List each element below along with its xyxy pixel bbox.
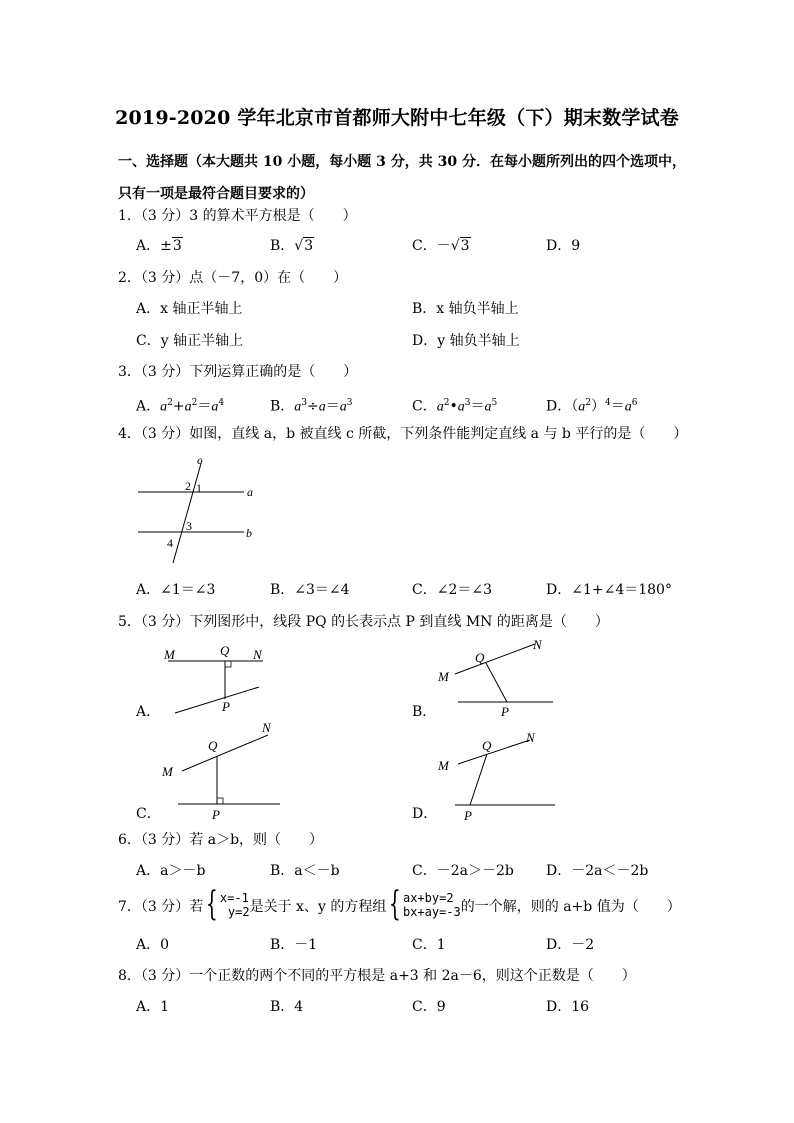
option-5a[interactable]: A． — [136, 704, 161, 720]
equation-system: ax+by=2 bx+ay=-3 — [402, 891, 461, 919]
option-2b[interactable]: B．x 轴负半轴上 — [412, 301, 519, 317]
option-3a[interactable]: A．$a^2+a^2=a^4$ — [136, 398, 225, 415]
option-8a[interactable]: A．1 — [136, 999, 170, 1015]
label-P: P — [501, 704, 509, 719]
label-N: N — [253, 647, 262, 662]
question-stem-post: 的一个解，则的 a+b 值为（ ） — [460, 899, 681, 915]
question-6 — [118, 830, 323, 850]
question-score: （3 分） — [140, 968, 190, 984]
label-4: 4 — [167, 536, 173, 550]
label-c: c — [197, 453, 203, 467]
question-number: 6． — [118, 832, 141, 848]
question-number: 8． — [118, 968, 141, 984]
question-stem: 3 的算术平方根是（ ） — [189, 208, 357, 224]
option-4d[interactable]: D．∠1+∠4＝180° — [546, 582, 672, 598]
option-3b[interactable]: B．$a^3\div a=a^3$ — [270, 398, 353, 415]
option-5c[interactable]: C． — [136, 806, 161, 822]
label-P: P — [464, 808, 472, 823]
label-b: b — [246, 526, 252, 540]
question-number: 4． — [118, 426, 141, 442]
label-Q: Q — [482, 738, 492, 753]
option-8d[interactable]: D．16 — [546, 999, 590, 1015]
question-2 — [118, 268, 347, 288]
option-1a[interactable]: A．±3 — [136, 238, 182, 254]
question-stem: 若 a＞b，则（ ） — [189, 832, 324, 848]
question-stem: 若 — [189, 899, 204, 915]
question-stem: 一个正数的两个不同的平方根是 a+3 和 2a－6，则这个正数是（ ） — [189, 968, 636, 984]
question-score: （3 分） — [140, 899, 190, 915]
option-2d[interactable]: D．y 轴负半轴上 — [412, 333, 520, 349]
brace-icon: { — [389, 884, 402, 924]
figure-5d — [434, 726, 564, 824]
label-2: 2 — [185, 479, 191, 493]
label-P: P — [212, 807, 220, 822]
question-score: （3 分） — [140, 426, 190, 442]
brace-icon: { — [206, 884, 219, 924]
option-7d[interactable]: D．－2 — [546, 937, 595, 953]
label-1: 1 — [196, 481, 202, 495]
option-6a[interactable]: A．a＞－b — [136, 863, 206, 879]
label-Q: Q — [208, 738, 218, 753]
option-6c[interactable]: C．－2a＞－2b — [412, 863, 514, 879]
option-6b[interactable]: B．a＜－b — [270, 863, 340, 879]
question-number: 2． — [118, 270, 141, 286]
figure-q4 — [130, 450, 270, 570]
question-score: （3 分） — [140, 208, 190, 224]
option-3d[interactable]: D．$(a^2)^4=a^6$ — [546, 398, 638, 415]
option-2a[interactable]: A．x 轴正半轴上 — [136, 301, 243, 317]
label-Q: Q — [475, 650, 485, 665]
label-M: M — [164, 647, 175, 662]
option-3c[interactable]: C．$a^2•a^3=a^5$ — [412, 398, 498, 415]
label-N: N — [526, 730, 535, 745]
question-number: 3． — [118, 364, 141, 380]
figure-5b — [430, 632, 560, 722]
figure-5a — [160, 640, 280, 720]
option-7b[interactable]: B．－1 — [270, 937, 318, 953]
page-title: 2019-2020 学年北京市首都师大附中七年级（下）期末数学试卷 — [115, 107, 679, 129]
label-a: a — [247, 485, 253, 499]
option-4b[interactable]: B．∠3＝∠4 — [270, 582, 350, 598]
solution-system: x=-1 y=2 — [219, 891, 250, 919]
question-score: （3 分） — [140, 364, 190, 380]
question-1 — [118, 206, 357, 226]
question-stem: 下列运算正确的是（ ） — [189, 364, 358, 380]
question-stem-mid: 是关于 x、y 的方程组 — [249, 899, 387, 915]
option-7c[interactable]: C．1 — [412, 937, 446, 953]
option-4c[interactable]: C．∠2＝∠3 — [412, 582, 492, 598]
question-stem: 下列图形中，线段 PQ 的长表示点 P 到直线 MN 的距离是（ ） — [189, 614, 609, 630]
label-N: N — [262, 720, 271, 735]
question-number: 5． — [118, 614, 141, 630]
question-8 — [118, 966, 636, 986]
option-1d[interactable]: D．9 — [546, 238, 581, 254]
label-N: N — [533, 637, 542, 652]
question-number: 1． — [118, 208, 141, 224]
section-heading: 一、选择题（本大题共 10 小题，每小题 3 分，共 30 分．在每小题所列出的四个选项中，只有一项是最符合题目要求的） — [118, 154, 686, 202]
option-5d[interactable]: D． — [412, 806, 438, 822]
option-7a[interactable]: A．0 — [136, 937, 170, 953]
label-M: M — [438, 758, 449, 773]
label-3: 3 — [186, 519, 192, 533]
label-P: P — [222, 699, 230, 714]
figure-5c — [158, 718, 288, 823]
option-2c[interactable]: C．y 轴正半轴上 — [136, 333, 244, 349]
option-8c[interactable]: C．9 — [412, 999, 446, 1015]
label-M: M — [438, 669, 449, 684]
question-7 — [118, 884, 681, 926]
question-score: （3 分） — [140, 832, 190, 848]
question-score: （3 分） — [140, 614, 190, 630]
option-6d[interactable]: D．－2a＜－2b — [546, 863, 649, 879]
option-1c[interactable]: C．－√3 — [412, 238, 470, 254]
question-score: （3 分） — [140, 270, 190, 286]
label-Q: Q — [220, 643, 230, 658]
option-5b[interactable]: B． — [412, 704, 437, 720]
option-4a[interactable]: A．∠1＝∠3 — [136, 582, 216, 598]
question-stem: 点（－7，0）在（ ） — [189, 270, 348, 286]
question-stem: 如图，直线 a，b 被直线 c 所截，下列条件能判定直线 a 与 b 平行的是（ ） — [189, 426, 688, 442]
question-number: 7． — [118, 899, 141, 915]
question-3 — [118, 362, 357, 382]
label-M: M — [162, 764, 173, 779]
option-1b[interactable]: B．√3 — [270, 238, 314, 254]
option-8b[interactable]: B．4 — [270, 999, 304, 1015]
question-4 — [118, 424, 687, 444]
question-5 — [118, 612, 609, 632]
